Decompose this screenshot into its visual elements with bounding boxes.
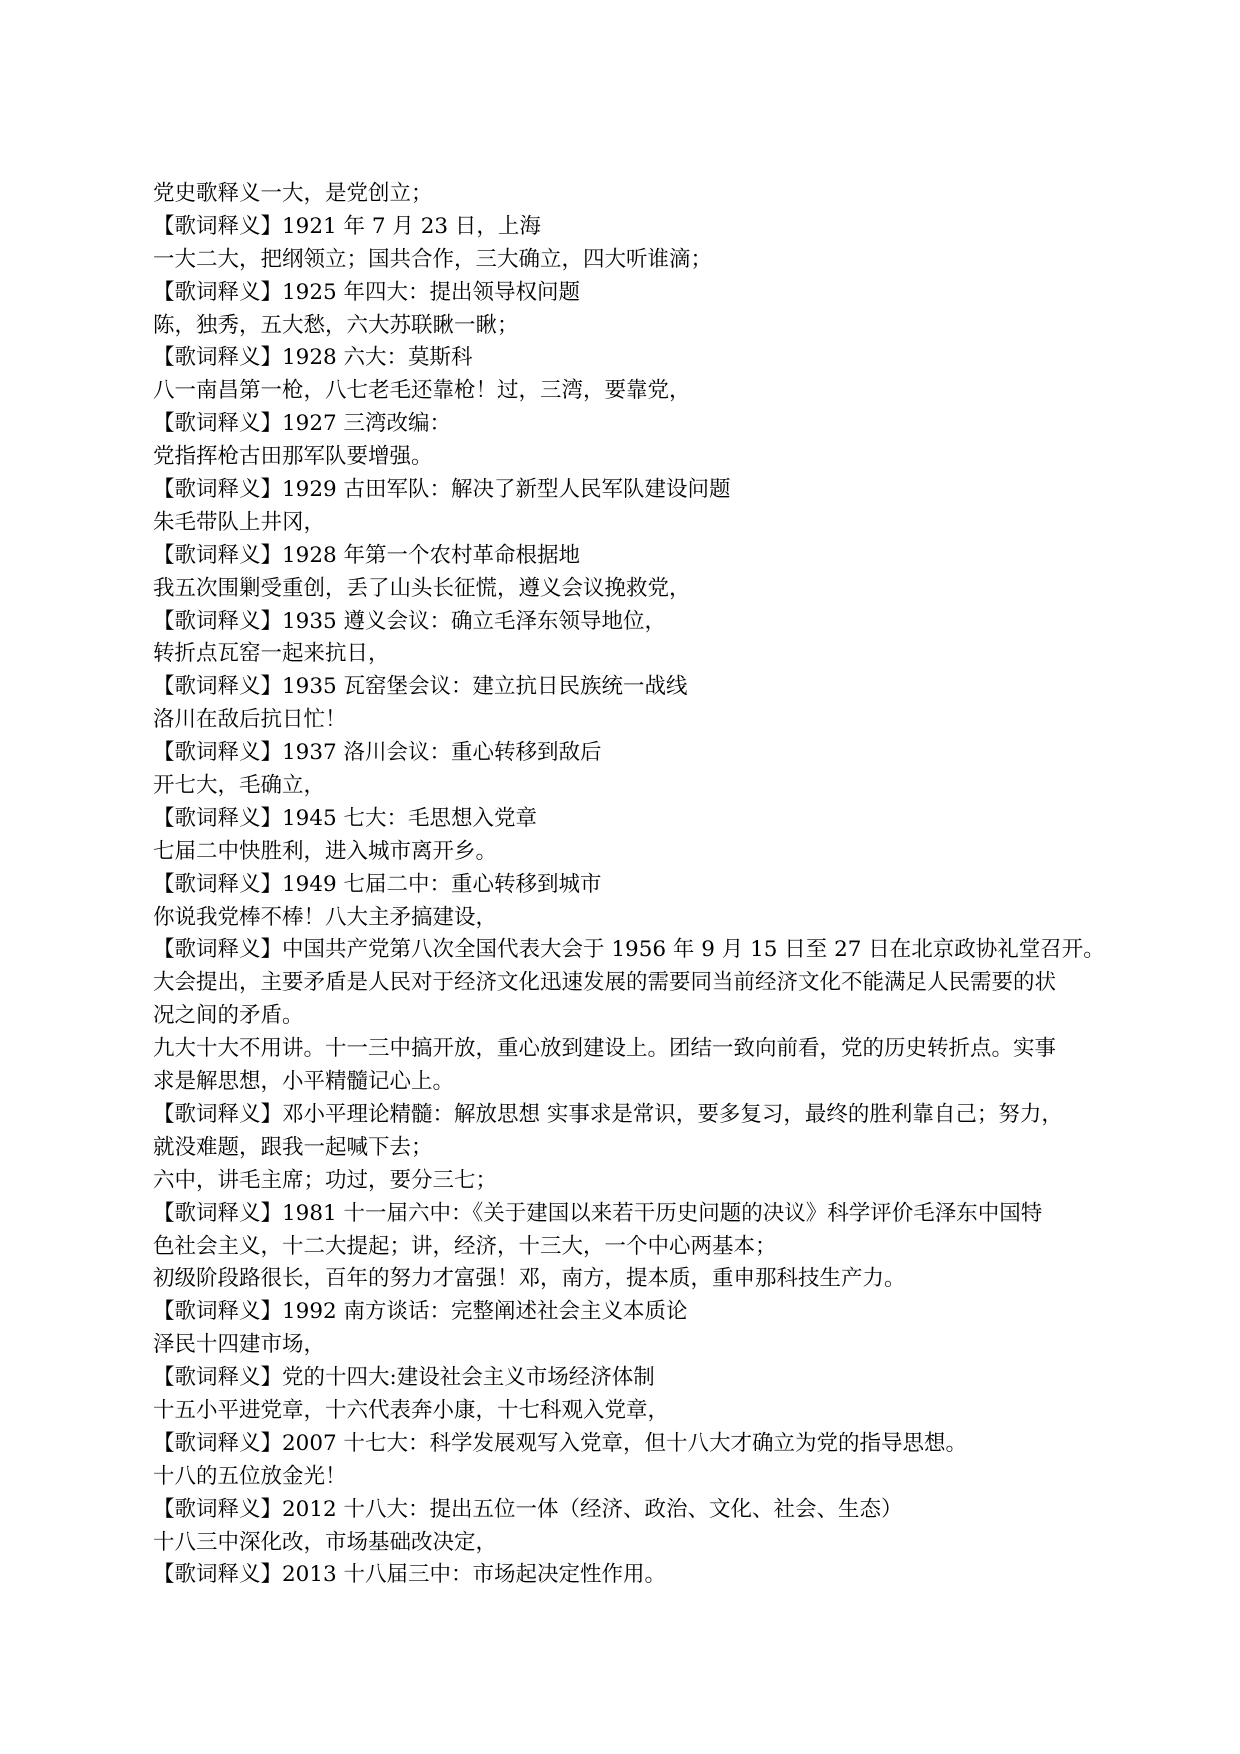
lyric-line: 八一南昌第一枪，八七老毛还靠枪！过，三湾，要靠党， xyxy=(153,378,691,404)
explanation-line: 【歌词释义】邓小平理论精髓：解放思想 实事求是常识，要多复习，最终的胜利靠自己；努力， xyxy=(153,1101,1063,1127)
explanation-line: 【歌词释义】1927 三湾改编： xyxy=(153,411,452,437)
explanation-line: 【歌词释义】中国共产党第八次全国代表大会于 1956 年 9 月 15 日至 27 日在北京政协礼堂召开。 xyxy=(153,937,1105,963)
lyric-line-continued: 求是解思想，小平精髓记心上。 xyxy=(153,1069,455,1095)
lyric-line: 九大十大不用讲。十一三中搞开放，重心放到建设上。团结一致向前看，党的历史转折点。实事 xyxy=(153,1036,1057,1062)
lyric-line: 党史歌释义一大，是党创立； xyxy=(153,181,433,206)
explanation-line: 【歌词释义】2013 十八届三中：市场起决定性作用。 xyxy=(153,1562,667,1588)
lyric-line: 十八三中深化改，市场基础改决定， xyxy=(153,1529,498,1555)
lyric-line: 七届二中快胜利，进入城市离开乡。 xyxy=(153,838,498,864)
lyric-line: 陈，独秀，五大愁，六大苏联瞅一瞅； xyxy=(153,312,519,338)
explanation-line: 【歌词释义】1945 七大：毛思想入党章 xyxy=(153,805,538,831)
lyric-line: 初级阶段路很长，百年的努力才富强！邓，南方，提本质，重申那科技生产力。 xyxy=(153,1266,906,1292)
lyric-line: 你说我党棒不棒！八大主矛搞建设， xyxy=(153,904,498,930)
explanation-line: 【歌词释义】1935 瓦窑堡会议：建立抗日民族统一战线 xyxy=(153,674,688,700)
explanation-line: 【歌词释义】2012 十八大：提出五位一体（经济、政治、文化、社会、生态） xyxy=(153,1496,903,1522)
explanation-line: 【歌词释义】1921 年 7 月 23 日，上海 xyxy=(153,213,541,239)
explanation-line: 【歌词释义】2007 十七大：科学发展观写入党章，但十八大才确立为党的指导思想。 xyxy=(153,1430,968,1456)
lyric-line: 洛川在敌后抗日忙！ xyxy=(153,707,347,733)
explanation-line: 【歌词释义】1925 年四大：提出领导权问题 xyxy=(153,279,581,305)
explanation-line: 【歌词释义】1981 十一届六中：《关于建国以来若干历史问题的决议》科学评价毛泽东中国特 xyxy=(153,1200,1043,1226)
explanation-line: 【歌词释义】1935 遵义会议：确立毛泽东领导地位， xyxy=(153,608,667,634)
explanation-line-continued: 况之间的矛盾。 xyxy=(153,1003,304,1029)
lyric-line: 六中，讲毛主席；功过，要分三七； xyxy=(153,1167,498,1193)
explanation-line: 【歌词释义】1928 年第一个农村革命根据地 xyxy=(153,542,581,568)
lyric-line: 朱毛带队上井冈， xyxy=(153,509,326,535)
lyric-line: 党指挥枪古田那军队要增强。 xyxy=(153,444,433,470)
document-body xyxy=(153,178,1203,1592)
explanation-line: 【歌词释义】1992 南方谈话：完整阐述社会主义本质论 xyxy=(153,1299,688,1325)
lyric-line: 开七大，毛确立， xyxy=(153,773,326,799)
explanation-line: 【歌词释义】1949 七届二中：重心转移到城市 xyxy=(153,871,602,897)
explanation-line: 【歌词释义】1928 六大：莫斯科 xyxy=(153,345,473,371)
lyric-line: 泽民十四建市场， xyxy=(153,1332,326,1358)
lyric-line: 十八的五位放金光！ xyxy=(153,1463,347,1489)
lyric-line: 一大二大，把纲领立；国共合作，三大确立，四大听谁滴； xyxy=(153,246,713,272)
explanation-line: 【歌词释义】1929 古田军队：解决了新型人民军队建设问题 xyxy=(153,477,731,503)
explanation-line-continued: 大会提出，主要矛盾是人民对于经济文化迅速发展的需要同当前经济文化不能满足人民需要的状 xyxy=(153,970,1057,996)
lyric-line: 转折点瓦窑一起来抗日， xyxy=(153,641,390,667)
explanation-line: 【歌词释义】党的十四大:建设社会主义市场经济体制 xyxy=(153,1365,655,1391)
lyric-line: 十五小平进党章，十六代表奔小康，十七科观入党章， xyxy=(153,1397,670,1423)
lyric-line: 我五次围剿受重创，丢了山头长征慌，遵义会议挽救党， xyxy=(153,575,691,601)
explanation-line-continued: 就没难题，跟我一起喊下去； xyxy=(153,1134,433,1160)
explanation-line-continued: 色社会主义，十二大提起；讲，经济，十三大，一个中心两基本； xyxy=(153,1233,777,1259)
explanation-line: 【歌词释义】1937 洛川会议：重心转移到敌后 xyxy=(153,740,602,766)
